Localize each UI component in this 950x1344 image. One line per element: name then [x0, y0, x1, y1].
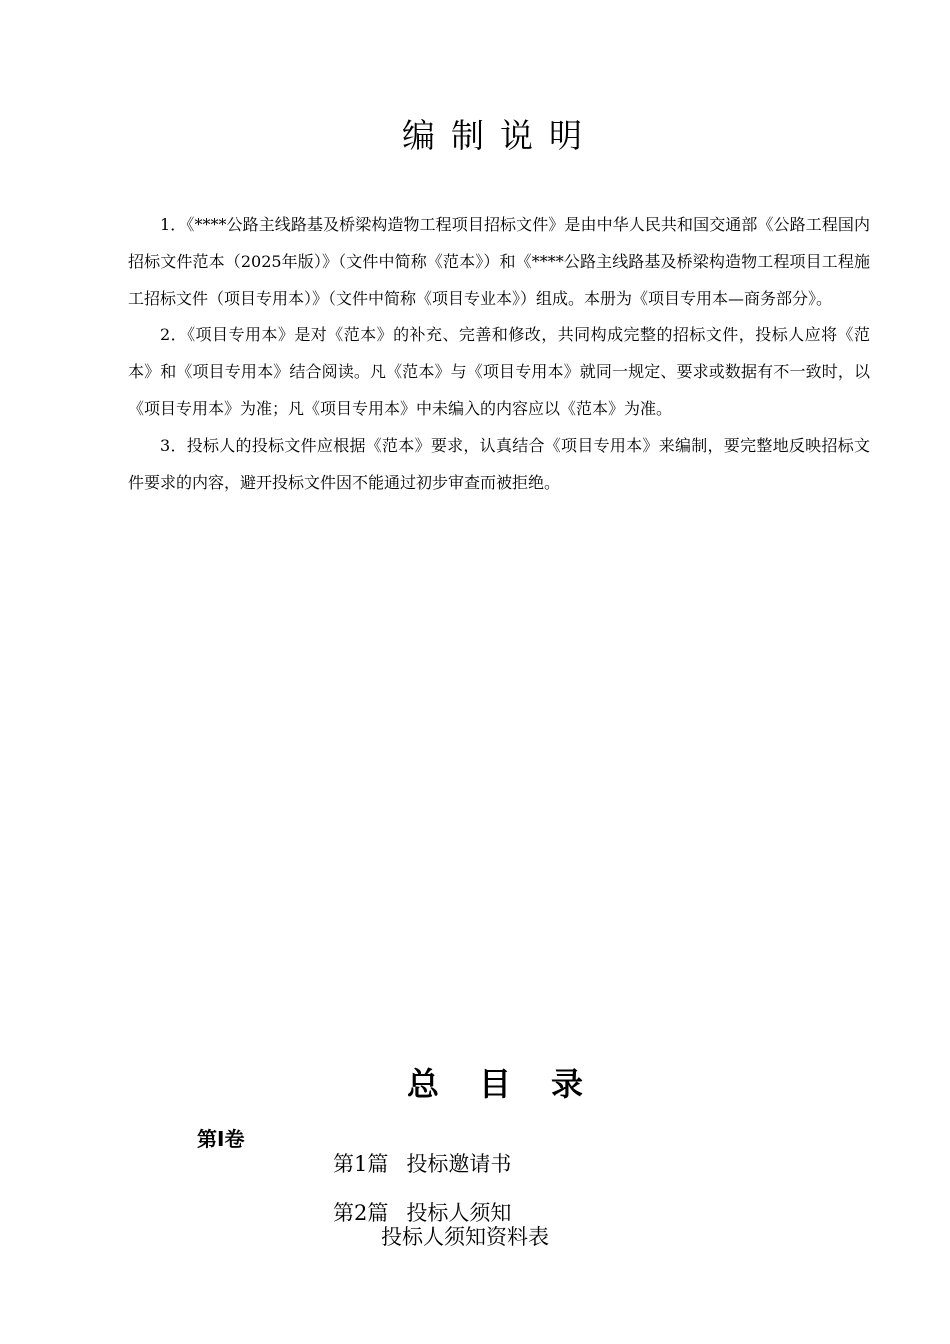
note-paragraph-1: 1．《****公路主线路基及桥梁构造物工程项目招标文件》是由中华人民共和国交通部《公路工程国内招标文件范本（2025年版）》（文件中简称《范本》）和《****公路主线路基及桥梁构造物工程项目工程施工招标文件（项目专用本）》（文件中简称《项目专业本》）组成。本册为《项目专用本—商务部分》。 — [128, 215, 870, 308]
toc-sub-entry: 投标人须知资料表 — [381, 1225, 549, 1249]
toc-entry-1-name: 投标邀请书 — [406, 1152, 512, 1176]
compilation-note-title: 编制说明 — [402, 116, 598, 155]
toc-volume-label: 第Ⅰ卷 — [197, 1127, 245, 1151]
toc-title: 总目录 — [406, 1065, 623, 1103]
compilation-note-body — [128, 207, 870, 501]
note-paragraph-2: 2．《项目专用本》是对《范本》的补充、完善和修改，共同构成完整的招标文件，投标人应将《范本》和《项目专用本》结合阅读。凡《范本》与《项目专用本》就同一规定、要求或数据有不一致时，以《项目专用本》为准；凡《项目专用本》中未编入的内容应以《范本》为准。 — [128, 325, 870, 418]
note-paragraph-3: 3．投标人的投标文件应根据《范本》要求，认真结合《项目专用本》来编制，要完整地反映招标文件要求的内容，避开投标文件因不能通过初步审查而被拒绝。 — [128, 435, 870, 492]
toc-entry-2-number: 第2篇 — [333, 1201, 389, 1225]
toc-entry-1-number: 第1篇 — [333, 1152, 389, 1176]
toc-entry-2-name: 投标人须知 — [406, 1201, 512, 1225]
toc-entry-1 — [333, 1149, 511, 1179]
